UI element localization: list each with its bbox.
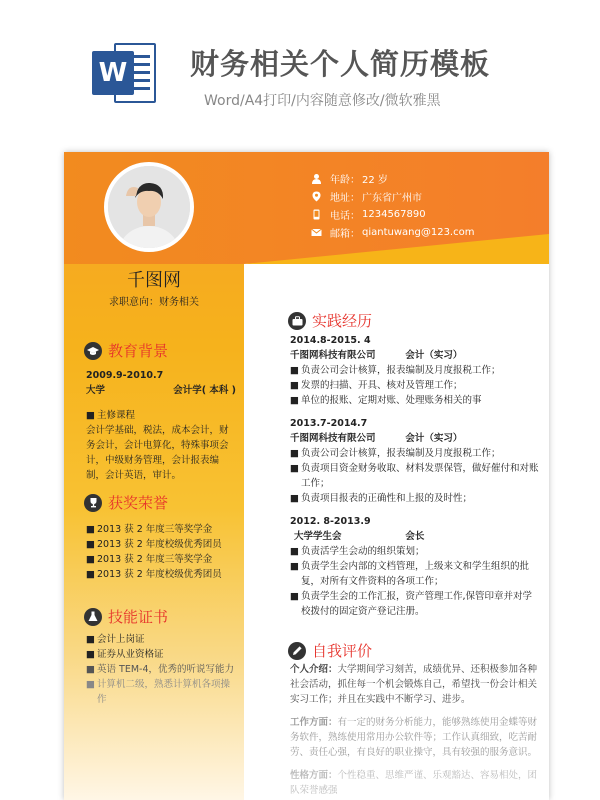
section-title: 自我评价 (312, 642, 373, 660)
trophy-icon (84, 494, 102, 512)
list-item: ■ 发票的扫描、开具、核对及管理工作； (290, 380, 463, 391)
list-item: ■ 2013 获 2 年度三等奖学金 (86, 524, 213, 535)
list-item: ■ 2013 获 2 年度三等奖学金 (86, 554, 213, 565)
contact-value: 22 岁 (362, 175, 388, 186)
job-role: 会计（实习） (405, 350, 463, 361)
evaluation-work: 工作方面：有一定的财务分析能力，能够熟练使用金蝶等财务软件，熟练使用常用办公软件等；工作认真细致，吃苦耐劳、责任心强，有良好的职业操守，具有较强的服务意识。 (290, 717, 538, 758)
list-item: ■ 负责学生会内部的文档管理，上级来文和学生组织的批复，对所有文件资料的各项工作； (290, 561, 530, 587)
experience-heading (288, 310, 372, 331)
evaluation-heading (288, 640, 372, 661)
list-item: ■ 英语 TEM-4，优秀的听说写能力 (86, 664, 234, 675)
education-heading (84, 340, 168, 361)
skills-list (86, 632, 236, 707)
job-title-row (290, 348, 540, 363)
evaluation-intro: 个人介绍：大学期间学习刻苦，成绩优异、还积极参加各种社会活动，抓住每一个机会锻炼自己，希望找一份会计相关实习工作；并且在实践中不断学习、进步。 (290, 664, 538, 705)
avatar (104, 162, 194, 252)
course-list: 会计学基础，税法，成本会计，财务会计，会计电算化，特殊事项会计，中级财务管理，会计报表编制，会计英语，审计。 (86, 425, 229, 481)
job-period: 2013.7-2014.7 (290, 418, 368, 429)
word-letter: W (92, 51, 134, 95)
user-icon (310, 173, 322, 185)
list-item: ■ 2013 获 2 年度校级优秀团员 (86, 569, 222, 580)
job-company: 大学学生会 (294, 531, 342, 542)
list-item: ■ 会计上岗证 (86, 634, 145, 645)
section-title: 实践经历 (312, 312, 373, 330)
experience-job-1 (290, 333, 540, 408)
contact-list (310, 170, 540, 242)
resume-card (64, 152, 549, 800)
contact-age (310, 170, 540, 187)
list-item: ■ 负责学生会的工作汇报，资产管理工作,保管印章并对学校拨付的固定资产登记注册。 (290, 591, 533, 617)
experience-job-3 (290, 514, 540, 619)
job-company: 千图网科技有限公司 (290, 433, 376, 444)
skills-heading (84, 606, 168, 627)
contact-address (310, 188, 540, 205)
awards-heading (84, 492, 168, 513)
word-icon (92, 40, 158, 106)
flask-icon (84, 608, 102, 626)
list-item: ■ 证券从业资格证 (86, 649, 164, 660)
page-subtitle: Word/A4打印/内容随意修改/微软雅黑 (204, 93, 441, 109)
list-item: ■ 负责活学生会动的组织策划； (290, 546, 425, 557)
section-title: 技能证书 (108, 608, 169, 626)
contact-email (310, 224, 540, 241)
list-item: ■ 负责项目报表的正确性和上报的及时性； (290, 493, 473, 504)
contact-label: 电话： (330, 211, 360, 222)
list-item: ■ 负责公司会计核算，报表编制及月度报税工作； (290, 448, 501, 459)
education-block (86, 368, 236, 483)
course-title: 主修课程 (97, 410, 136, 421)
education-school: 大学 (86, 385, 106, 396)
education-major: 会计学( 本科 ) (173, 385, 236, 396)
contact-label: 年龄： (330, 175, 360, 186)
person-name: 千图网 (127, 270, 181, 291)
phone-icon (310, 209, 322, 221)
job-objective: 求职意向：财务相关 (109, 297, 199, 308)
education-school-row (86, 383, 236, 398)
job-title-row (290, 529, 540, 544)
location-icon (310, 191, 322, 203)
section-title: 教育背景 (108, 342, 169, 360)
list-item: ■ 2013 获 2 年度校级优秀团员 (86, 539, 222, 550)
course-title-item: ■ 主修课程 (86, 410, 136, 421)
list-item: ■ 负责项目资金财务收取、材料发票保管，做好催付和对账工作； (290, 463, 539, 489)
job-period: 2014.8-2015. 4 (290, 335, 371, 346)
section-title: 获奖荣誉 (108, 494, 169, 512)
banner (0, 0, 600, 140)
page-title: 财务相关个人简历模板 (190, 47, 491, 81)
awards-list (86, 522, 236, 582)
job-period: 2012. 8-2013.9 (290, 516, 371, 527)
list-item: ■ 计算机二级，熟悉计算机各项操作 (86, 679, 231, 705)
briefcase-icon (288, 312, 306, 330)
contact-value: 广东省广州市 (362, 193, 422, 204)
contact-phone (310, 206, 540, 223)
mail-icon (310, 227, 322, 239)
evaluation-personality: 性格方面：个性稳重、思维严谨、乐观豁达、容易相处，团队荣誉感强 (290, 770, 538, 796)
contact-value: qiantuwang@123.com (362, 227, 475, 238)
contact-label: 地址： (330, 193, 360, 204)
contact-value: 1234567890 (362, 209, 426, 220)
pencil-icon (288, 642, 306, 660)
experience-job-2 (290, 416, 540, 506)
job-company: 千图网科技有限公司 (290, 350, 376, 361)
list-item: ■ 单位的报账、定期对账、处理账务相关的事 (290, 395, 482, 406)
list-item: ■ 负责公司会计核算，报表编制及月度报税工作； (290, 365, 501, 376)
job-role: 会长 (405, 531, 425, 542)
evaluation-block (290, 662, 540, 798)
education-period: 2009.9-2010.7 (86, 370, 164, 381)
contact-label: 邮箱： (330, 229, 360, 240)
graduation-cap-icon (84, 342, 102, 360)
job-role: 会计（实习） (405, 433, 463, 444)
job-title-row (290, 431, 540, 446)
